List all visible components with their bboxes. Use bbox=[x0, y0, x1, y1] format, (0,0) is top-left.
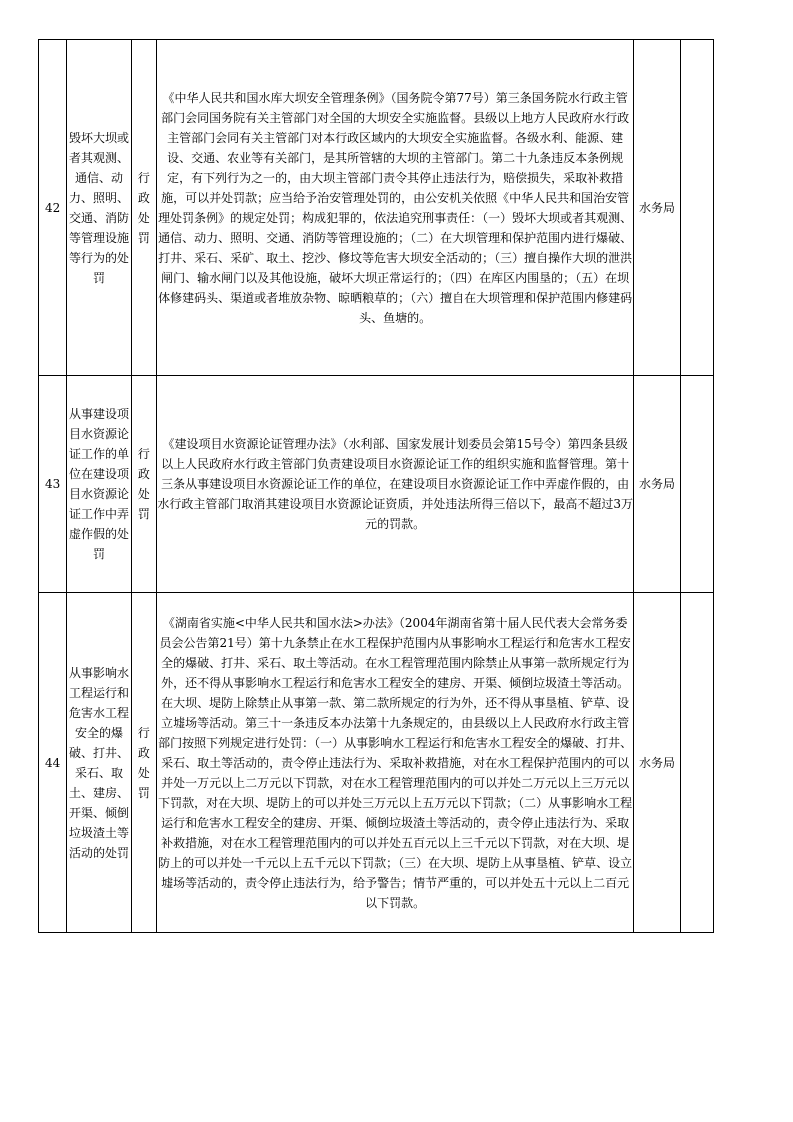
penalty-item: 从事建设项目水资源论证工作的单位在建设项目水资源论证工作中弄虚作假的处罚 bbox=[67, 376, 132, 593]
empty-cell bbox=[680, 376, 713, 593]
legal-basis: 《中华人民共和国水库大坝安全管理条例》（国务院令第77号）第三条国务院水行政主管部门会同国务院有关主管部门对全国的大坝安全实施监督。县级以上地方人民政府水行政主管部门会同有关主管部门对本行政区域内的大坝安全实施监督。各级水利、能源、建设、交通、农业等有关部门，是其所管辖的大坝的主管部门。第二十九条违反本条例规定，有下列行为之一的，由大坝主管部门责令其停止违法行为，赔偿损失，采取补救措施，可以并处罚款；应当给予治安管理处罚的，由公安机关依照《中华人民共和国治安管理处罚条例》的规定处罚；构成犯罪的，依法追究刑事责任：（一）毁坏大坝或者其观测、通信、动力、照明、交通、消防等管理设施的；（二）在大坝管理和保护范围内进行爆破、打井、采石、采矿、取土、挖沙、修坟等危害大坝安全活动的；（三）擅自操作大坝的泄洪闸门、输水闸门以及其他设施，破坏大坝正常运行的；（四）在库区内围垦的；（五）在坝体修建码头、渠道或者堆放杂物、晾晒粮草的；（六）擅自在大坝管理和保护范围内修建码头、鱼塘的。 bbox=[157, 40, 634, 376]
legal-basis: 《建设项目水资源论证管理办法》（水利部、国家发展计划委员会第15号令）第四条县级以上人民政府水行政主管部门负责建设项目水资源论证工作的组织实施和监督管理。第十三条从事建设项目水资源论证工作的单位，在建设项目水资源论证工作中弄虚作假的，由水行政主管部门取消其建设项目水资源论证资质，并处违法所得三倍以下，最高不超过3万元的罚款。 bbox=[157, 376, 634, 593]
table-row bbox=[39, 376, 714, 593]
table-row bbox=[39, 40, 714, 376]
responsible-department: 水务局 bbox=[634, 40, 680, 376]
row-number: 44 bbox=[39, 593, 67, 933]
empty-cell bbox=[680, 40, 713, 376]
legal-basis: 《湖南省实施<中华人民共和国水法>办法》（2004年湖南省第十届人民代表大会常务委员会公告第21号）第十九条禁止在水工程保护范围内从事影响水工程运行和危害水工程安全的爆破、打井、采石、取土等活动。在水工程管理范围内除禁止从事第一款所规定行为外，还不得从事影响水工程运行和危害水工程安全的建房、开渠、倾倒垃圾渣土等活动。在大坝、堤防上除禁止从事第一款、第二款所规定的行为外，还不得从事垦植、铲草、设立墟场等活动。第三十一条违反本办法第十九条规定的，由县级以上人民政府水行政主管部门按照下列规定进行处罚：（一）从事影响水工程运行和危害水工程安全的爆破、打井、采石、取土等活动的，责令停止违法行为、采取补救措施，对在水工程保护范围内的可以并处一万元以上二万元以下罚款，对在水工程管理范围内的可以并处二万元以上三万元以下罚款，对在大坝、堤防上的可以并处三万元以上五万元以下罚款；（二）从事影响水工程运行和危害水工程安全的建房、开渠、倾倒垃圾渣土等活动的，责令停止违法行为、采取补救措施，对在水工程管理范围内的可以并处五百元以上三千元以下罚款，对在大坝、堤防上的可以并处一千元以上五千元以下罚款；（三）在大坝、堤防上从事垦植、铲草、设立墟场等活动的，责令停止违法行为，给予警告；情节严重的，可以并处五十元以上二百元以下罚款。 bbox=[157, 593, 634, 933]
penalty-type bbox=[131, 376, 156, 593]
penalty-item: 从事影响水工程运行和危害水工程安全的爆破、打井、采石、取土、建房、开渠、倾倒垃圾渣土等活动的处罚 bbox=[67, 593, 132, 933]
penalty-type-label: 行政处罚 bbox=[137, 725, 150, 800]
penalty-type-label: 行政处罚 bbox=[137, 447, 150, 521]
penalty-type bbox=[131, 593, 156, 933]
table-row bbox=[39, 593, 714, 933]
penalty-type bbox=[131, 40, 156, 376]
penalty-type-label: 行政处罚 bbox=[137, 170, 150, 245]
penalty-item: 毁坏大坝或者其观测、通信、动力、照明、交通、消防等管理设施等行为的处罚 bbox=[67, 40, 132, 376]
responsible-department: 水务局 bbox=[634, 593, 680, 933]
responsible-department: 水务局 bbox=[634, 376, 680, 593]
row-number: 43 bbox=[39, 376, 67, 593]
empty-cell bbox=[680, 593, 713, 933]
row-number: 42 bbox=[39, 40, 67, 376]
penalty-table bbox=[38, 39, 714, 933]
